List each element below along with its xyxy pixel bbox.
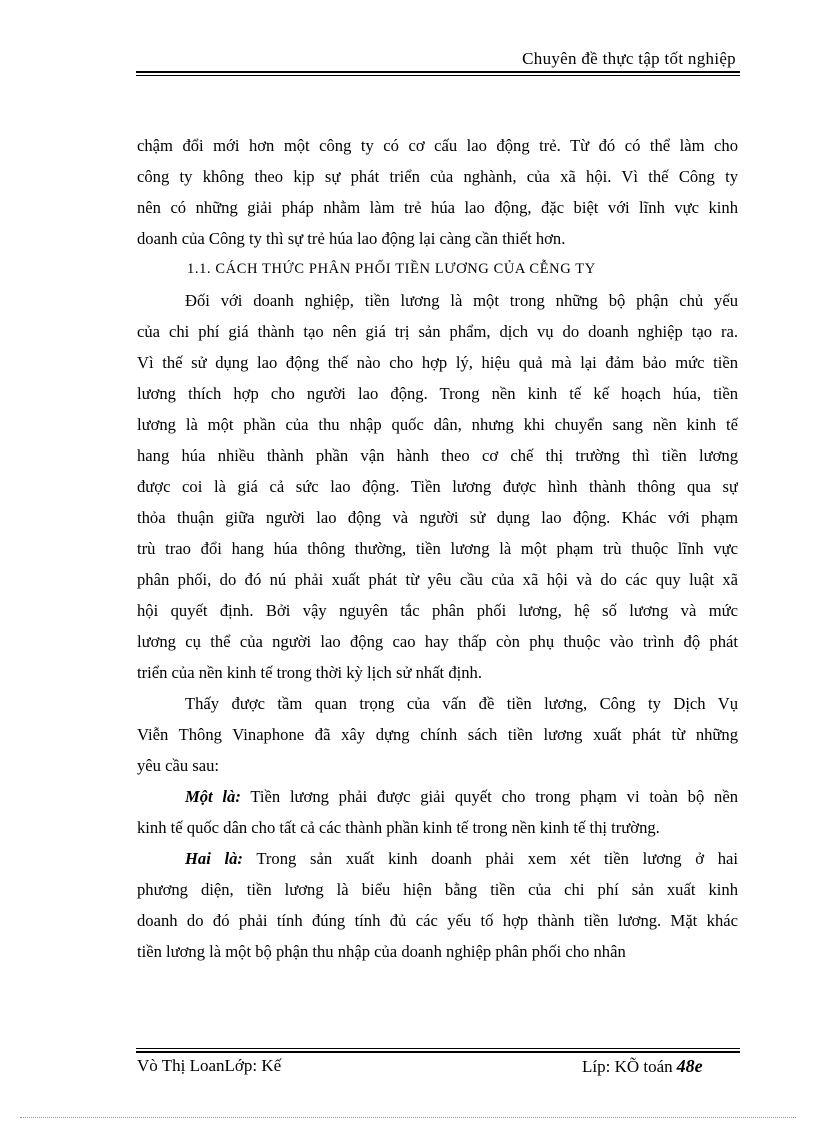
text-run: Tiền lương phải được giải quyết cho trong phạm vi toàn bộ nền (240, 787, 738, 806)
paragraph-one (137, 781, 738, 843)
text-line: Thấy được tầm quan trọng của vấn đề tiền lương, Công ty Dịch Vụ (185, 694, 738, 713)
text-run: Trong sản xuất kinh doanh phải xem xét tiền lương ở hai (242, 849, 738, 868)
text-line: triển của nền kinh tế trong thời kỳ lịch sử nhất định. (137, 663, 482, 682)
text-line: tiền lương là một bộ phận thu nhập của doanh nghiệp phân phối cho nhân (137, 942, 626, 961)
text-line: doanh của Công ty thì sự trẻ húa lao động lại càng cần thiết hơn. (137, 229, 566, 248)
text-line: lương thích hợp cho người lao động. Trong nền kinh tế kế hoạch húa, tiền (137, 384, 738, 403)
text-line: chậm đổi mới hơn một công ty có cơ cấu lao động trẻ. Từ đó có thể làm cho (137, 136, 738, 155)
text-line: phân phối, do đó nú phải xuất phát từ yêu cầu của xã hội và do các quy luật xã (137, 570, 738, 589)
text-line: thỏa thuận giữa người lao động và người sử dụng lao động. Khác với phạm (137, 508, 738, 527)
text-line: công ty không theo kịp sự phát triển của nghành, của xã hội. Vì thế Công ty (137, 167, 738, 186)
body-text (137, 130, 738, 967)
lead-label: Một là: (185, 787, 241, 806)
text-line: Đối với doanh nghiệp, tiền lương là một trong những bộ phận chủ yếu (185, 291, 738, 310)
text-line: hội quyết định. Bởi vậy nguyên tắc phân phối lương, hệ số lương và mức (137, 601, 738, 620)
text-line: kinh tế quốc dân cho tất cả các thành phần kinh tế trong nền kinh tế thị trường. (137, 818, 660, 837)
header-title: Chuyên đề thực tập tốt nghiệp (522, 49, 736, 68)
text-line (137, 843, 738, 874)
page-bottom-dotted-line (20, 1117, 796, 1118)
header-rule-thick (136, 71, 740, 73)
paragraph-wages (137, 285, 738, 688)
paragraph-two (137, 843, 738, 967)
text-line: Viễn Thông Vinaphone đã xây dựng chính sách tiền lương xuất phát từ những (137, 725, 738, 744)
text-line: của chi phí giá thành tạo nên giá trị sản phẩm, dịch vụ do doanh nghiệp tạo ra. (137, 322, 738, 341)
paragraph-intro (137, 130, 738, 254)
footer-rule-thick (136, 1051, 740, 1053)
text-line: Vì thế sử dụng lao động thế nào cho hợp lý, hiệu quả mà lại đảm bảo mức tiền (137, 353, 738, 372)
text-line (137, 781, 738, 812)
footer-rule-thin (136, 1048, 740, 1049)
lead-label: Hai là: (185, 849, 243, 868)
footer-class-label: Líp: KÕ toán (582, 1057, 673, 1076)
paragraph-policy (137, 688, 738, 781)
text-line: lương cụ thể của người lao động cao hay thấp còn phụ thuộc vào trình độ phát (137, 632, 738, 651)
text-line: phương diện, tiền lương là biểu hiện bằng tiền của chi phí sản xuất kinh (137, 880, 738, 899)
text-line: lương là một phần của thu nhập quốc dân, nhưng khi chuyển sang nền kinh tế (137, 415, 738, 434)
section-heading: 1.1. CÁCH THỨC PHÂN PHỐI TIỀN LƯƠNG CỦA CỄNG TY (187, 261, 596, 277)
text-line: nên có những giải pháp nhằm làm trẻ húa lao động, đặc biệt với lĩnh vực kinh (137, 198, 738, 217)
footer-author: Vò Thị LoanLớp: Kế (137, 1056, 282, 1075)
footer-class-number: 48e (676, 1056, 703, 1076)
text-line: yêu cầu sau: (137, 756, 220, 775)
footer-class (582, 1056, 703, 1077)
text-line: doanh do đó phải tính đúng tính đủ các yếu tố hợp thành tiền lương. Mặt khác (137, 911, 738, 930)
text-line: được coi là giá cả sức lao động. Tiền lương được hình thành thông qua sự (137, 477, 738, 496)
header-rule-thin (136, 75, 740, 76)
text-line: trù trao đổi hang húa thông thường, tiền lương là một phạm trù thuộc lĩnh vực (137, 539, 738, 558)
text-line: hang húa nhiều thành phần vận hành theo cơ chế thị trường thì tiền lương (137, 446, 738, 465)
